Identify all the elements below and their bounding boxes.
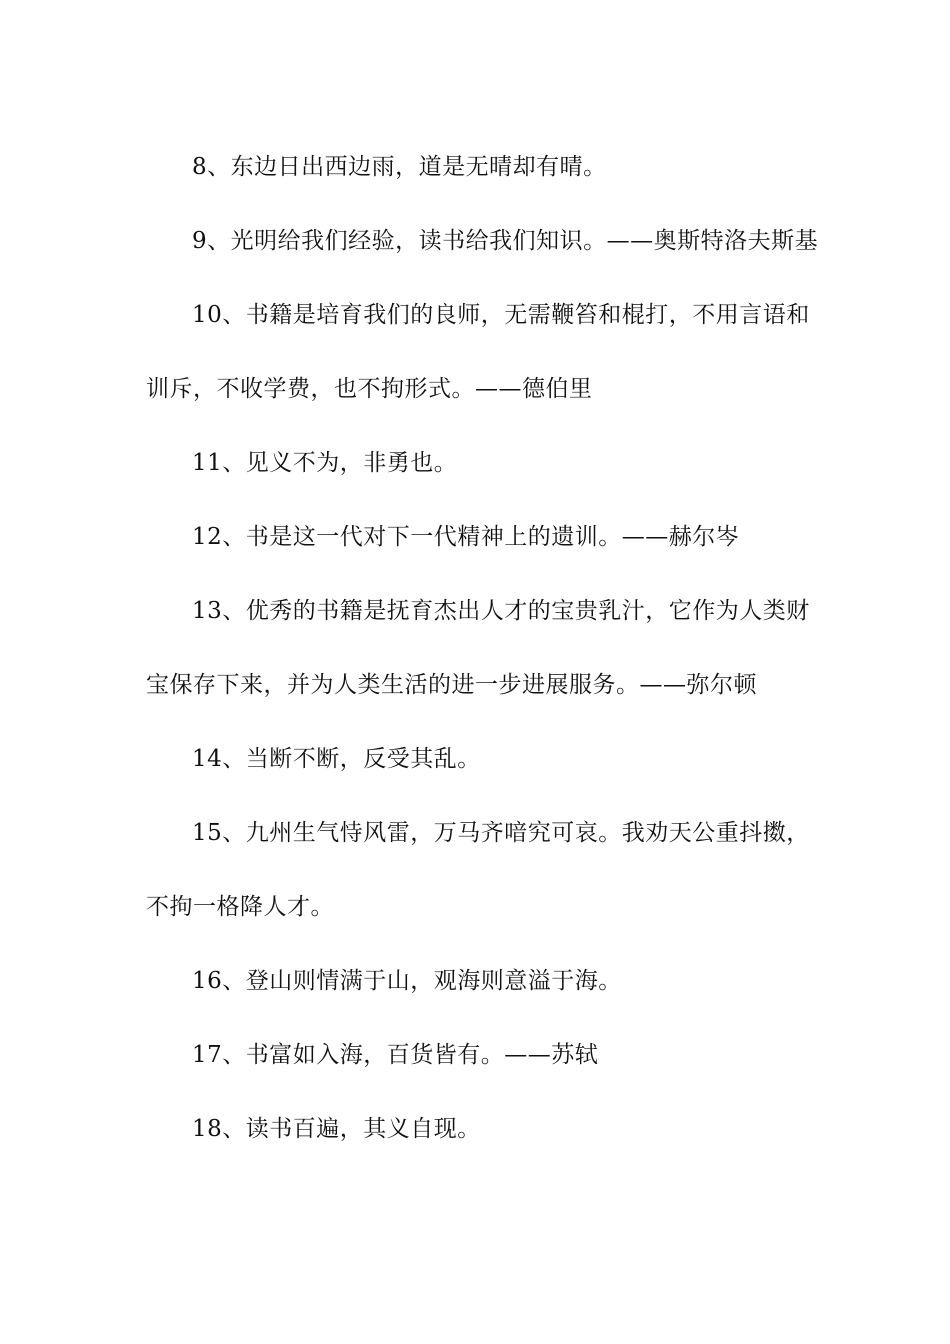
paragraph: [146, 1018, 822, 1092]
paragraph-line: 17、书富如入海，百货皆有。——苏轼: [192, 1042, 599, 1068]
paragraph: [146, 1092, 822, 1166]
paragraph: [146, 130, 822, 204]
paragraph: [146, 796, 822, 944]
paragraph: [146, 722, 822, 796]
paragraph-line: 11、见义不为，非勇也。: [192, 450, 458, 476]
paragraph: [146, 574, 822, 722]
paragraph: [146, 426, 822, 500]
paragraph-line: 10、书籍是培育我们的良师，无需鞭笞和棍打，不用言语: [192, 302, 787, 328]
paragraph-line: 13、优秀的书籍是抚育杰出人才的宝贵乳汁，它作为人类: [192, 598, 787, 624]
paragraph-line: 12、书是这一代对下一代精神上的遗训。——赫尔岑: [192, 524, 740, 550]
paragraph: [146, 204, 822, 278]
paragraph: [146, 944, 822, 1018]
paragraph-line: 15、九州生气恃风雷，万马齐喑究可哀。我劝天公重抖擞，: [192, 820, 810, 846]
paragraph-line: 18、读书百遍，其义自现。: [192, 1116, 481, 1142]
paragraph: [146, 278, 822, 426]
paragraph-line: 不拘一格降人才。: [146, 894, 334, 920]
paragraph-line: 财宝保存下来，并为人类生活的进一步进展服务。——弥尔顿: [146, 598, 810, 698]
paragraph-line: 9、光明给我们经验，读书给我们知识。——奥斯特洛夫斯: [192, 228, 795, 254]
document-body: [146, 130, 822, 1166]
paragraph: [146, 500, 822, 574]
paragraph-line: 基: [794, 228, 819, 254]
paragraph-line: 8、东边日出西边雨，道是无晴却有晴。: [192, 154, 607, 180]
paragraph-line: 和训斥，不收学费，也不拘形式。——德伯里: [146, 302, 810, 402]
paragraph-line: 16、登山则情满于山，观海则意溢于海。: [192, 968, 622, 994]
paragraph-line: 14、当断不断，反受其乱。: [192, 746, 481, 772]
